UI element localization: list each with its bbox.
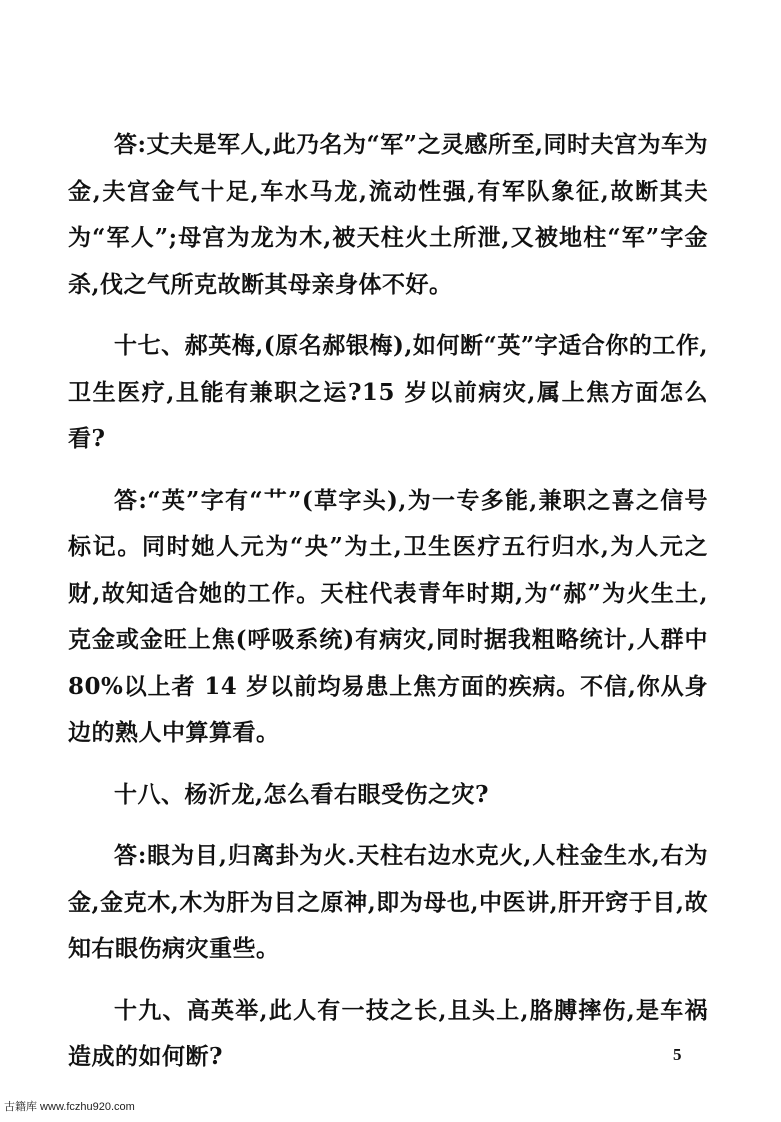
footer-watermark: 古籍库 www.fczhu920.com [4,1101,135,1113]
page-number: 5 [673,1045,682,1064]
answer-paragraph: 答:“英”字有“艹”(草字头),为一专多能,兼职之喜之信号标记。同时她人元为“央”为土,卫生医疗五行归水,为人元之财,故知适合她的工作。天柱代表青年时期,为“郝”为火生土,克金或金旺上焦(呼吸系统)有病灾,同时据我粗略统计,人群中80%以上者 14 岁以前均易患上焦方面的疾病。不信,你从身边的熟人中算算看。 [68,486,708,746]
answer-paragraph: 答:眼为目,归离卦为火.天柱右边水克火,人柱金生水,右为金,金克木,木为肝为目之原神,即为母也,中医讲,肝开窍于目,故知右眼伤病灾重些。 [68,842,708,962]
question-paragraph: 十七、郝英梅,(原名郝银梅),如何断“英”字适合你的工作,卫生医疗,且能有兼职之运?15 岁以前病灾,属上焦方面怎么看? [68,332,708,452]
page-body [68,122,708,1081]
question-paragraph: 十八、杨沂龙,怎么看右眼受伤之灾? [114,780,489,808]
answer-paragraph: 答:丈夫是军人,此乃名为“军”之灵感所至,同时夫宫为车为金,夫宫金气十足,车水马龙,流动性强,有军队象征,故断其夫为“军人”;母宫为龙为木,被天柱火土所泄,又被地柱“军”字金杀,伐之气所克故断其母亲身体不好。 [68,131,708,298]
question-paragraph: 十九、高英举,此人有一技之长,且头上,胳膊摔伤,是车祸造成的如何断? [68,996,708,1070]
